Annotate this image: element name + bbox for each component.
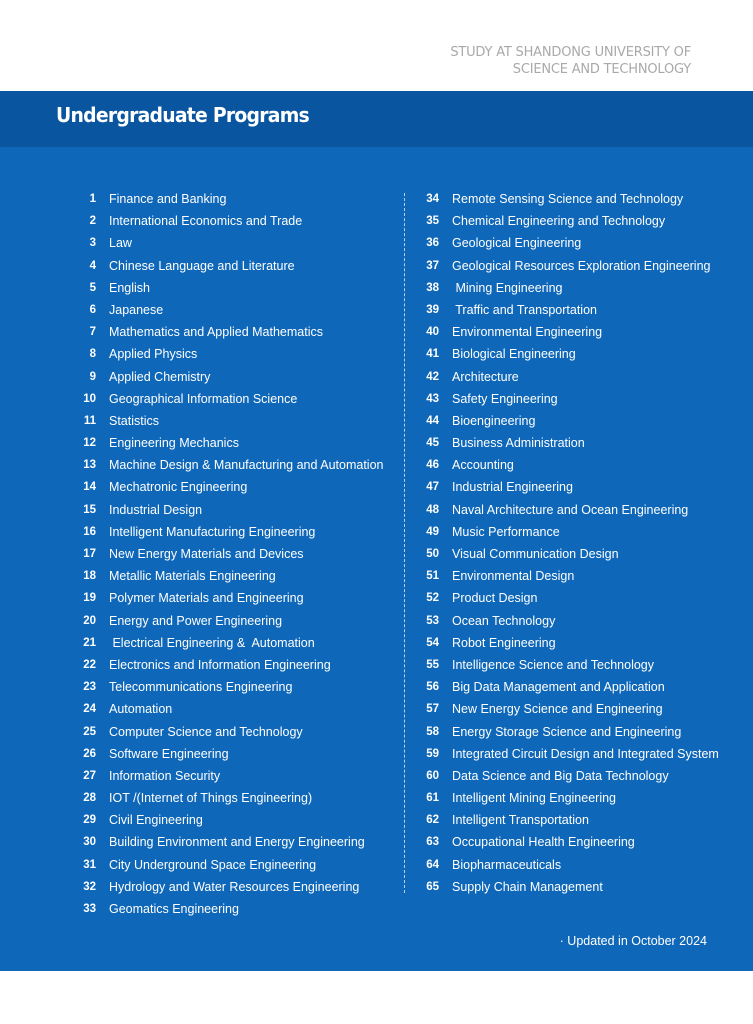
program-name: Accounting xyxy=(452,458,514,473)
program-number: 29 xyxy=(83,814,96,827)
program-number: 57 xyxy=(426,703,439,716)
program-number: 9 xyxy=(89,370,96,383)
program-number: 49 xyxy=(426,525,439,538)
program-number: 43 xyxy=(426,392,439,405)
program-name: Law xyxy=(109,236,132,251)
program-name: Data Science and Big Data Technology xyxy=(452,768,669,783)
program-item xyxy=(415,232,735,254)
program-item xyxy=(72,499,392,521)
program-item xyxy=(415,765,735,787)
program-number: 61 xyxy=(426,792,439,805)
program-name: Intelligence Science and Technology xyxy=(452,657,654,672)
program-name: Product Design xyxy=(452,591,538,606)
program-name: Hydrology and Water Resources Engineering xyxy=(109,879,360,894)
program-name: Business Administration xyxy=(452,436,585,451)
program-name: Biopharmaceuticals xyxy=(452,857,562,872)
program-name: Civil Engineering xyxy=(109,813,203,828)
program-name: Machine Design & Manufacturing and Automation xyxy=(109,458,384,473)
program-list-right xyxy=(415,188,735,898)
program-name: Geomatics Engineering xyxy=(109,902,239,916)
program-name: Geographical Information Science xyxy=(109,391,298,406)
program-name: English xyxy=(109,280,150,295)
program-number: 13 xyxy=(83,459,96,472)
program-number: 12 xyxy=(83,437,96,450)
program-list-left xyxy=(72,188,392,920)
program-item xyxy=(415,809,735,831)
program-item xyxy=(72,210,392,232)
program-name: Architecture xyxy=(452,369,519,384)
program-name: Robot Engineering xyxy=(452,635,556,650)
program-name: Computer Science and Technology xyxy=(109,724,303,739)
program-item xyxy=(415,854,735,876)
program-item xyxy=(415,565,735,587)
program-name: Automation xyxy=(109,702,173,717)
program-name: Engineering Mechanics xyxy=(109,436,239,451)
program-number: 23 xyxy=(83,681,96,694)
program-name: Mining Engineering xyxy=(452,280,563,295)
program-name: Visual Communication Design xyxy=(452,547,619,561)
program-number: 26 xyxy=(83,747,96,760)
program-number: 37 xyxy=(426,259,439,272)
program-number: 7 xyxy=(89,326,96,339)
program-name: Electronics and Information Engineering xyxy=(109,657,331,672)
program-number: 28 xyxy=(83,792,96,805)
program-item xyxy=(415,676,735,698)
title-band xyxy=(0,91,753,147)
program-item xyxy=(72,321,392,343)
program-number: 62 xyxy=(426,814,439,827)
program-name: New Energy Science and Engineering xyxy=(452,702,663,717)
program-number: 45 xyxy=(426,437,439,450)
program-item xyxy=(72,454,392,476)
program-name: Occupational Health Engineering xyxy=(452,835,635,850)
program-name: Biological Engineering xyxy=(452,347,576,362)
program-number: 22 xyxy=(83,658,96,671)
program-name: Applied Physics xyxy=(109,347,198,362)
program-name: Chemical Engineering and Technology xyxy=(452,214,666,229)
program-number: 18 xyxy=(83,570,96,583)
program-item xyxy=(72,188,392,210)
program-item xyxy=(72,587,392,609)
program-number: 33 xyxy=(83,903,96,915)
program-item xyxy=(72,543,392,565)
program-item xyxy=(415,521,735,543)
program-name: Energy Storage Science and Engineering xyxy=(452,724,682,739)
program-item xyxy=(72,654,392,676)
program-number: 4 xyxy=(89,259,96,272)
program-item xyxy=(415,188,735,210)
program-number: 53 xyxy=(426,614,439,627)
program-number: 54 xyxy=(426,636,439,649)
program-name: IOT /(Internet of Things Engineering) xyxy=(109,791,313,806)
program-name: Music Performance xyxy=(452,524,560,539)
program-item xyxy=(72,388,392,410)
program-name: Intelligent Mining Engineering xyxy=(452,791,616,806)
program-item xyxy=(415,543,735,565)
program-name: Information Security xyxy=(109,768,221,783)
program-item xyxy=(415,454,735,476)
program-item xyxy=(415,876,735,898)
program-name: Industrial Design xyxy=(109,502,203,517)
program-number: 50 xyxy=(426,548,439,560)
program-name: Industrial Engineering xyxy=(452,480,573,495)
program-number: 2 xyxy=(89,215,96,228)
program-number: 8 xyxy=(89,348,96,361)
program-number: 63 xyxy=(426,836,439,849)
program-number: 41 xyxy=(426,348,439,361)
program-name: City Underground Space Engineering xyxy=(109,857,317,872)
program-number: 65 xyxy=(426,880,439,893)
program-item xyxy=(415,388,735,410)
program-name: Software Engineering xyxy=(109,746,229,761)
program-name: Environmental Design xyxy=(452,569,575,584)
column-divider xyxy=(404,193,405,893)
program-item xyxy=(72,476,392,498)
program-name: Applied Chemistry xyxy=(109,369,211,384)
program-name: Statistics xyxy=(109,413,160,428)
program-name: Safety Engineering xyxy=(452,391,558,406)
program-number: 58 xyxy=(426,725,439,738)
program-number: 31 xyxy=(83,858,96,871)
program-number: 55 xyxy=(426,658,439,671)
program-number: 17 xyxy=(83,548,96,560)
program-item xyxy=(415,721,735,743)
header-line-2: SCIENCE AND TECHNOLOGY xyxy=(512,62,691,77)
program-item xyxy=(72,432,392,454)
program-name: Remote Sensing Science and Technology xyxy=(452,192,684,206)
program-item xyxy=(72,831,392,853)
program-item xyxy=(415,410,735,432)
program-item xyxy=(72,232,392,254)
program-name: Integrated Circuit Design and Integrated System xyxy=(452,746,719,761)
program-number: 51 xyxy=(426,570,439,583)
program-name: Big Data Management and Application xyxy=(452,680,665,695)
program-name: Naval Architecture and Ocean Engineering xyxy=(452,502,689,517)
program-number: 59 xyxy=(426,747,439,760)
program-number: 1 xyxy=(89,193,96,205)
program-number: 25 xyxy=(83,725,96,738)
program-number: 46 xyxy=(426,459,439,472)
program-item xyxy=(72,787,392,809)
program-name: Electrical Engineering & Automation xyxy=(109,635,315,650)
program-number: 47 xyxy=(426,481,439,494)
program-item xyxy=(72,299,392,321)
programs-panel xyxy=(0,91,753,971)
program-name: Finance and Banking xyxy=(109,192,227,206)
program-name: Supply Chain Management xyxy=(452,879,603,894)
program-item xyxy=(415,210,735,232)
program-number: 44 xyxy=(426,414,439,427)
program-item xyxy=(72,876,392,898)
program-number: 30 xyxy=(83,836,96,849)
publication-header xyxy=(291,44,691,78)
program-number: 56 xyxy=(426,681,439,694)
program-number: 35 xyxy=(426,215,439,228)
program-item xyxy=(415,432,735,454)
program-item xyxy=(415,343,735,365)
program-name: Mechatronic Engineering xyxy=(109,480,248,495)
program-item xyxy=(72,898,392,920)
program-item xyxy=(415,654,735,676)
program-name: Chinese Language and Literature xyxy=(109,258,295,273)
program-number: 39 xyxy=(426,303,439,316)
program-name: Bioengineering xyxy=(452,413,536,428)
program-item xyxy=(415,610,735,632)
program-number: 42 xyxy=(426,370,439,383)
program-item xyxy=(72,565,392,587)
program-number: 36 xyxy=(426,237,439,250)
program-item xyxy=(415,299,735,321)
program-item xyxy=(415,366,735,388)
program-item xyxy=(415,632,735,654)
program-item xyxy=(415,499,735,521)
program-name: Ocean Technology xyxy=(452,613,556,628)
section-title: Undergraduate Programs xyxy=(56,103,309,127)
program-number: 14 xyxy=(83,481,96,494)
program-number: 16 xyxy=(83,525,96,538)
update-note: · Updated in October 2024 xyxy=(559,934,707,948)
program-item xyxy=(72,676,392,698)
program-item xyxy=(72,743,392,765)
program-name: Building Environment and Energy Engineering xyxy=(109,835,365,850)
program-name: Geological Engineering xyxy=(452,236,582,251)
program-number: 6 xyxy=(89,303,96,316)
program-item xyxy=(72,854,392,876)
program-item xyxy=(415,255,735,277)
program-item xyxy=(415,831,735,853)
program-name: Intelligent Transportation xyxy=(452,813,589,828)
program-number: 5 xyxy=(89,281,96,294)
program-number: 20 xyxy=(83,614,96,627)
program-item xyxy=(72,721,392,743)
program-name: Intelligent Manufacturing Engineering xyxy=(109,524,316,539)
program-name: Telecommunications Engineering xyxy=(109,680,293,695)
program-item xyxy=(72,632,392,654)
program-number: 48 xyxy=(426,503,439,516)
program-number: 21 xyxy=(83,636,96,649)
program-name: Traffic and Transportation xyxy=(452,302,597,317)
program-name: Environmental Engineering xyxy=(452,325,603,340)
program-number: 32 xyxy=(83,880,96,893)
program-item xyxy=(415,587,735,609)
program-number: 10 xyxy=(83,392,96,405)
program-number: 3 xyxy=(89,237,96,250)
program-item xyxy=(415,787,735,809)
program-item xyxy=(72,521,392,543)
program-item xyxy=(415,321,735,343)
program-name: Japanese xyxy=(109,302,164,317)
program-name: Polymer Materials and Engineering xyxy=(109,591,304,606)
program-item xyxy=(72,698,392,720)
program-number: 38 xyxy=(426,281,439,294)
program-number: 60 xyxy=(426,769,439,782)
program-name: New Energy Materials and Devices xyxy=(109,547,304,561)
program-number: 34 xyxy=(426,193,439,205)
program-name: International Economics and Trade xyxy=(109,214,303,229)
program-item xyxy=(415,743,735,765)
program-item xyxy=(72,255,392,277)
program-item xyxy=(72,366,392,388)
program-item xyxy=(72,277,392,299)
program-number: 15 xyxy=(83,503,96,516)
program-item xyxy=(72,809,392,831)
program-number: 11 xyxy=(83,414,96,427)
program-item xyxy=(72,610,392,632)
program-item xyxy=(415,277,735,299)
program-item xyxy=(72,343,392,365)
program-item xyxy=(415,698,735,720)
program-item xyxy=(415,476,735,498)
program-item xyxy=(72,410,392,432)
program-name: Energy and Power Engineering xyxy=(109,613,283,628)
program-number: 52 xyxy=(426,592,439,605)
program-number: 24 xyxy=(83,703,96,716)
program-number: 19 xyxy=(83,592,96,605)
program-number: 40 xyxy=(426,326,439,339)
program-name: Geological Resources Exploration Engineering xyxy=(452,258,711,273)
program-number: 27 xyxy=(83,769,96,782)
program-name: Mathematics and Applied Mathematics xyxy=(109,325,323,340)
program-item xyxy=(72,765,392,787)
program-name: Metallic Materials Engineering xyxy=(109,569,276,584)
header-line-1: STUDY AT SHANDONG UNIVERSITY OF xyxy=(450,45,691,60)
program-number: 64 xyxy=(426,858,439,871)
